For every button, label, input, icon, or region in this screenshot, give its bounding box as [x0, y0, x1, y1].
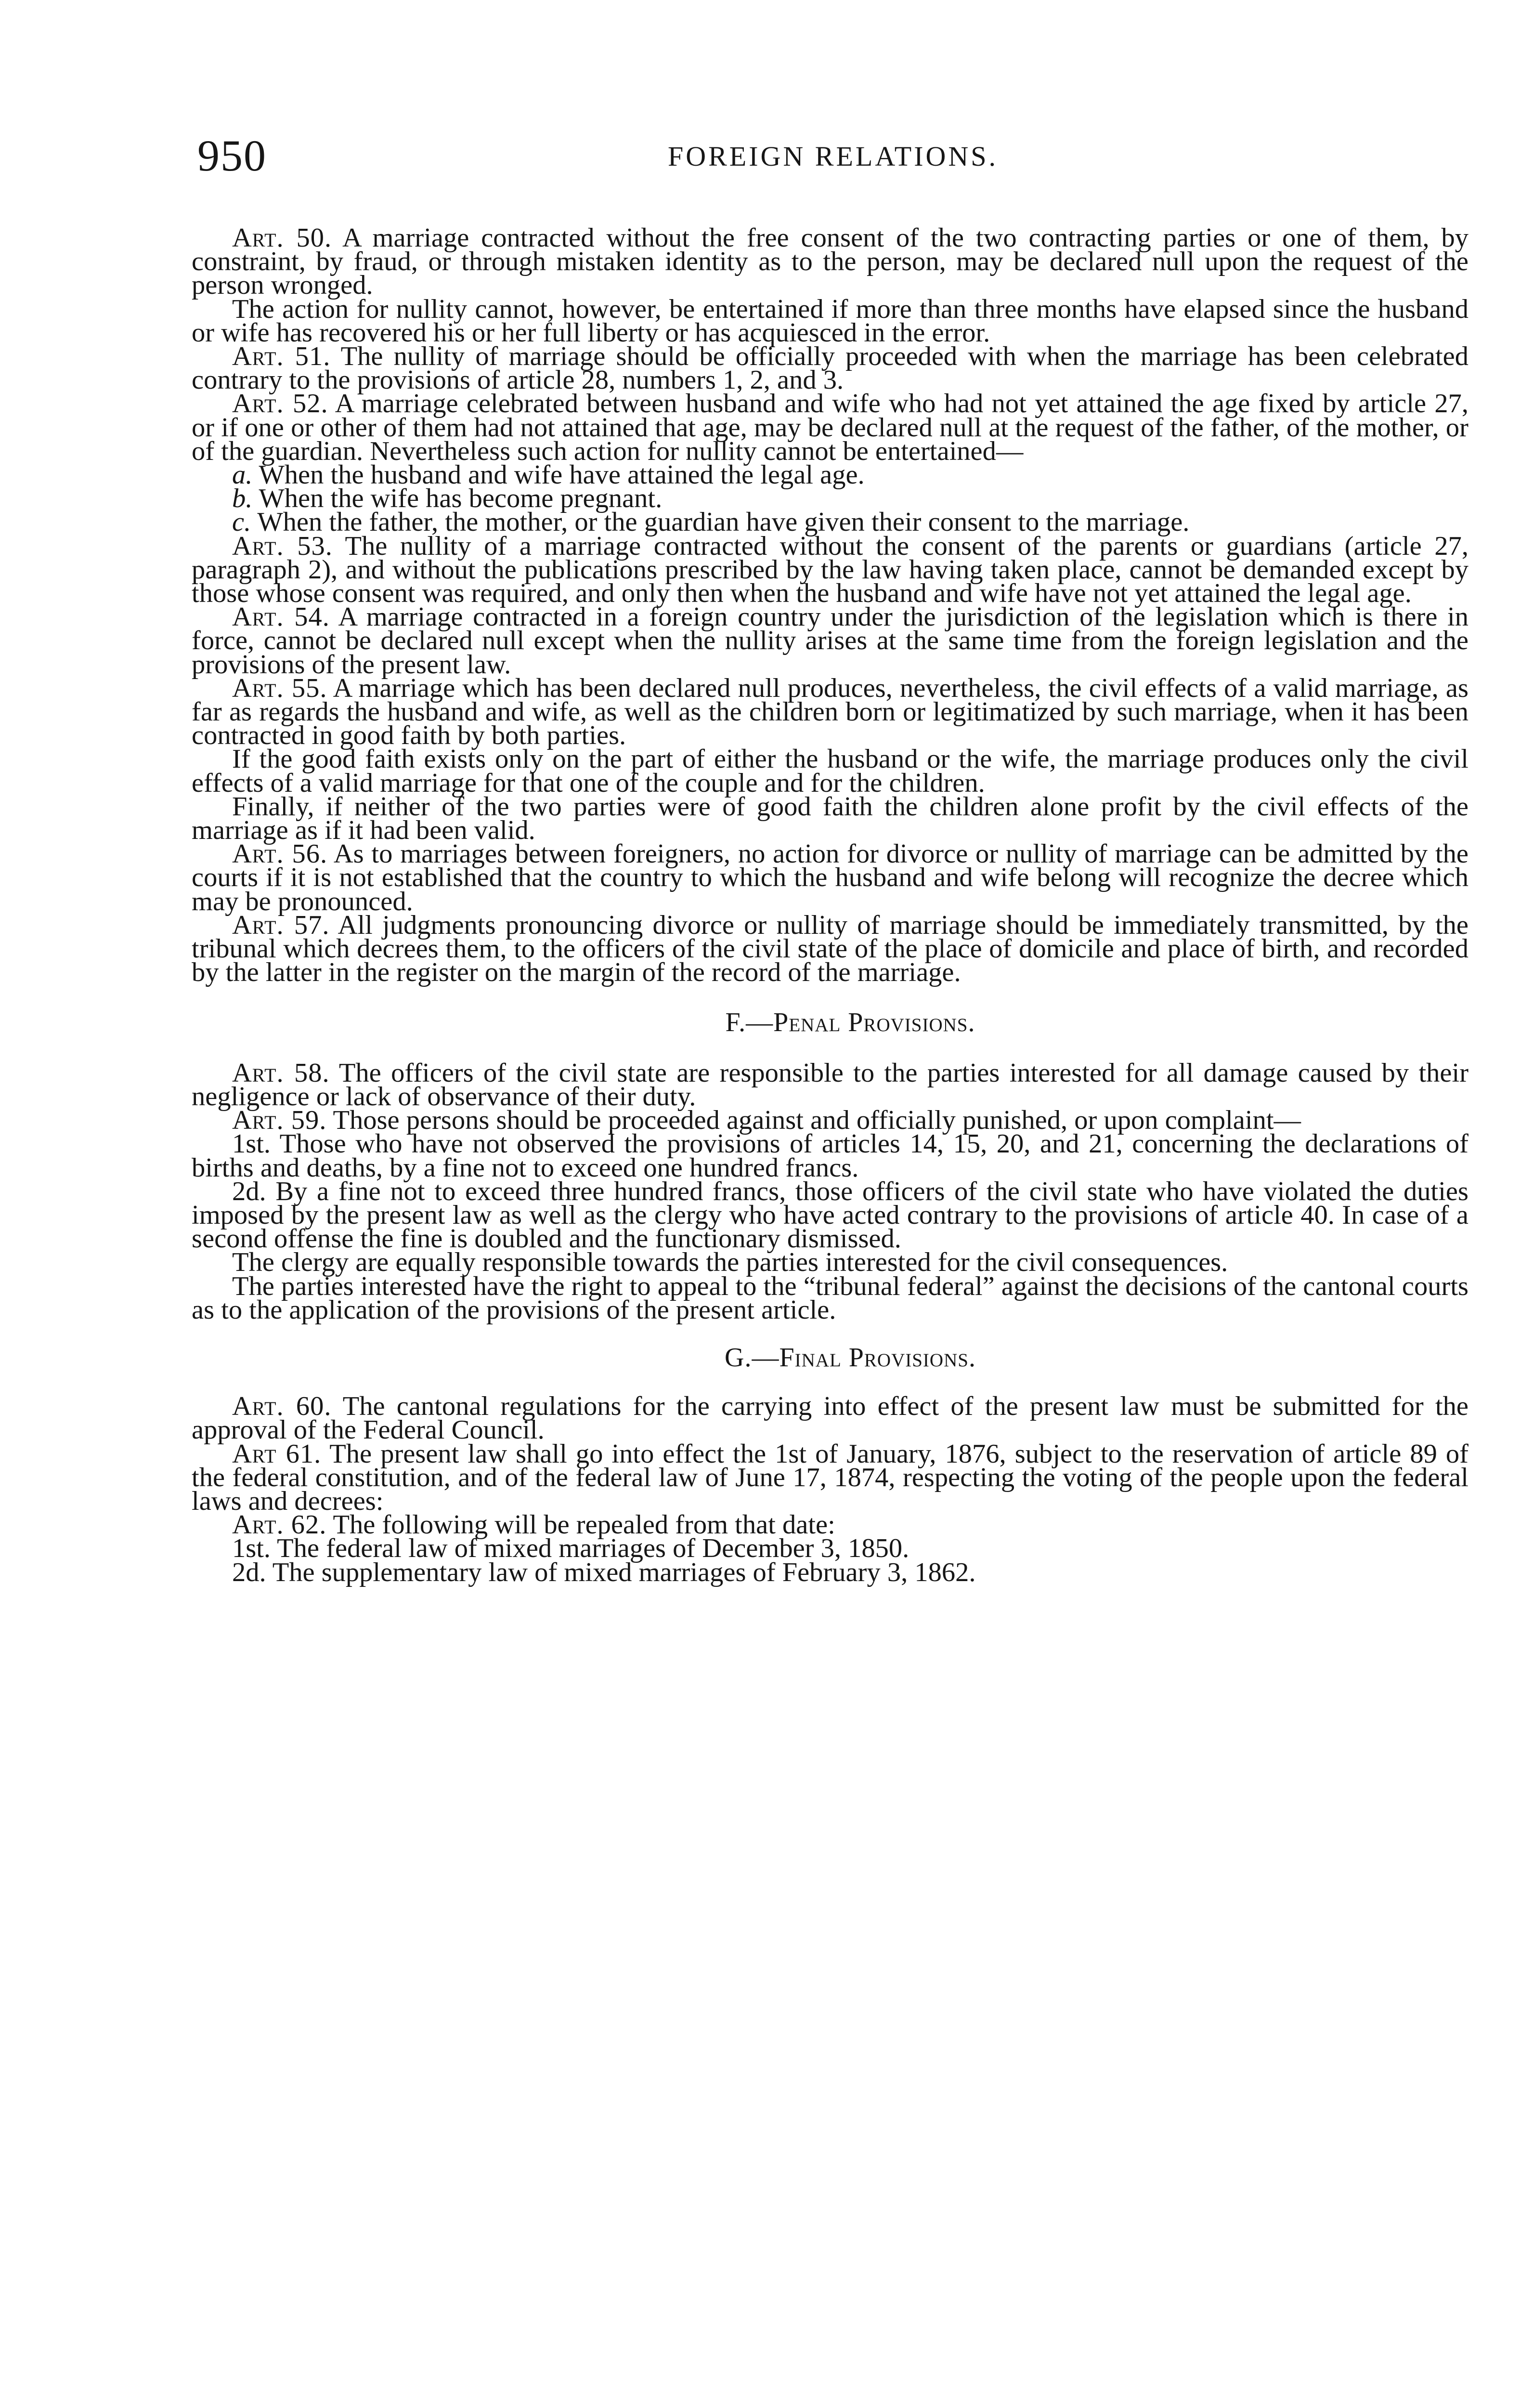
paragraph-text: The nullity of marriage should be officially proceeded with when the marriage has been celebrated contrary to the provisions of article 28, numbers 1, 2, and 3.: [192, 341, 1469, 395]
paragraph-text: Finally, if neither of the two parties were of good faith the children alone profit by the civil effects of the marriage as if it had been valid.: [192, 791, 1468, 846]
paragraph-art-61: [192, 1439, 1468, 1516]
paragraph-text: The nullity of a marriage contracted without the consent of the parents or guardians (article 27, paragraph 2), and without the publications prescribed by the law having taken place, cannot be demanded except by those whose consent was required, and only then when the husband and wife have not yet attained the legal age.: [192, 531, 1468, 609]
list-item-1st: [192, 1129, 1468, 1183]
paragraph-art-54: [192, 602, 1468, 680]
running-head: [197, 129, 1468, 192]
paragraph-text: A marriage contracted without the free consent of the two contracting parties or one of them, by constraint, by fraud, or through mistaken identity as to the person, may be declared null upon the request of the person wronged.: [192, 223, 1469, 301]
paragraph: [192, 744, 1468, 798]
paragraph-text: The clergy are equally responsible towards the parties interested for the civil consequences.: [232, 1247, 1228, 1278]
paragraph-art-60: [192, 1391, 1469, 1445]
paragraph-text: When the husband and wife have attained the legal age.: [259, 460, 865, 490]
list-item-2d: [192, 1557, 1468, 1587]
section-heading-penal-provisions: F.—Penal Provisions.: [725, 1007, 975, 1037]
article-label: Art 61.: [232, 1439, 322, 1469]
paragraph-text: As to marriages between foreigners, no action for divorce or nullity of marriage can be admitted by the courts if it is not established that the country to which the husband and wife belong will recognize the decree which may be pronounced.: [192, 839, 1468, 916]
list-letter: b.: [232, 484, 253, 514]
paragraph-text: The cantonal regulations for the carrying into effect of the present law must be submitted for the approval of the Federal Council.: [192, 1391, 1469, 1445]
paragraph: [192, 791, 1468, 846]
paragraph-art-51: [192, 341, 1469, 395]
article-label: Art. 55.: [232, 673, 327, 703]
paragraph-text: 2d. The supplementary law of mixed marriages of February 3, 1862.: [232, 1557, 976, 1587]
paragraph-art-56: [192, 839, 1468, 916]
article-label: Art. 62.: [232, 1510, 327, 1540]
paragraph-text: The officers of the civil state are responsible to the parties interested for all damage caused by their negligence or lack of observance of their duty.: [192, 1058, 1469, 1112]
paragraph: [192, 294, 1468, 348]
paragraph-text: All judgments pronouncing divorce or nullity of marriage should be immediately transmitted, by the tribunal which decrees them, to the officers of the civil state of the place of domicile and place of birth, and recorded by the latter in the register on the margin of the record of the marriage.: [192, 910, 1468, 988]
paragraph-text: 1st. The federal law of mixed marriages of December 3, 1850.: [232, 1533, 909, 1564]
paragraph-text: A marriage celebrated between husband and wife who had not yet attained the age fixed by article 27, or if one or other of them had not attained that age, may be declared null at the request of the father, of the mother, or of the guardian. Nevertheless such action for nullity cannot be entertained—: [192, 389, 1468, 466]
document-body: [192, 223, 1469, 1587]
article-label: Art. 59.: [232, 1105, 327, 1136]
paragraph-text: If the good faith exists only on the part of either the husband or the wife, the marriage produces only the civil effects of a valid marriage for that one of the couple and for the children.: [192, 744, 1468, 798]
paragraph-art-57: [192, 910, 1468, 988]
article-label: Art. 50.: [232, 223, 332, 253]
paragraph-text: 2d. By a fine not to exceed three hundred francs, those officers of the civil state who have violated the duties imposed by the present law as well as the clergy who have acted contrary to the provisions of article 40. In case of a second offense the fine is doubled and the functionary dismissed.: [192, 1176, 1468, 1254]
page-title: FOREIGN RELATIONS.: [667, 141, 999, 172]
list-letter: a.: [232, 460, 253, 490]
paragraph-text: A marriage which has been declared null produces, nevertheless, the civil effects of a valid marriage, as far as regards the husband and wife, as well as the children born or legitimatized by such marriage, when it has been contracted in good faith by both parties.: [192, 673, 1468, 751]
paragraph-text: Those persons should be proceeded against and officially punished, or upon complaint—: [333, 1105, 1301, 1136]
article-label: Art. 51.: [232, 341, 331, 372]
article-label: Art. 56.: [232, 839, 328, 869]
paragraph-text: When the father, the mother, or the guardian have given their consent to the marriage.: [257, 507, 1190, 537]
paragraph-text: The parties interested have the right to appeal to the “tribunal federal” against the decisions of the cantonal courts as to the application of the provisions of the present article.: [192, 1271, 1468, 1325]
article-label: Art. 52.: [232, 389, 328, 419]
section-heading-final-provisions: G.—Final Provisions.: [725, 1342, 976, 1373]
paragraph-art-50: [192, 223, 1469, 301]
paragraph-text: The following will be repealed from that date:: [333, 1510, 835, 1540]
paragraph-art-58: [192, 1058, 1469, 1112]
paragraph-art-52: [192, 389, 1468, 466]
list-item-2d: [192, 1176, 1468, 1254]
paragraph-text: When the wife has become pregnant.: [259, 484, 663, 514]
paragraph-text: A marriage contracted in a foreign country under the jurisdiction of the legislation which is there in force, cannot be declared null except when the nullity arises at the same time from the foreign legislation and the provisions of the present law.: [192, 602, 1468, 680]
paragraph-text: 1st. Those who have not observed the provisions of articles 14, 15, 20, and 21, concerning the declarations of births and deaths, by a fine not to exceed one hundred francs.: [192, 1129, 1468, 1183]
paragraph-art-55: [192, 673, 1468, 751]
paragraph-text: The action for nullity cannot, however, be entertained if more than three months have elapsed since the husband or wife has recovered his or her full liberty or has acquiesced in the error.: [192, 294, 1468, 348]
article-label: Art. 58.: [232, 1058, 330, 1088]
page-number: 950: [197, 131, 267, 180]
article-label: Art. 54.: [232, 602, 330, 632]
article-label: Art. 53.: [232, 531, 333, 561]
paragraph-text: The present law shall go into effect the 1st of January, 1876, subject to the reservation of article 89 of the federal constitution, and of the federal law of June 17, 1874, respecting the voting of the people upon the federal laws and decrees:: [192, 1439, 1468, 1516]
article-label: Art. 60.: [232, 1391, 332, 1422]
list-letter: c.: [232, 507, 251, 537]
article-label: Art. 57.: [232, 910, 330, 940]
paragraph: [192, 1271, 1468, 1325]
paragraph-art-53: [192, 531, 1468, 609]
